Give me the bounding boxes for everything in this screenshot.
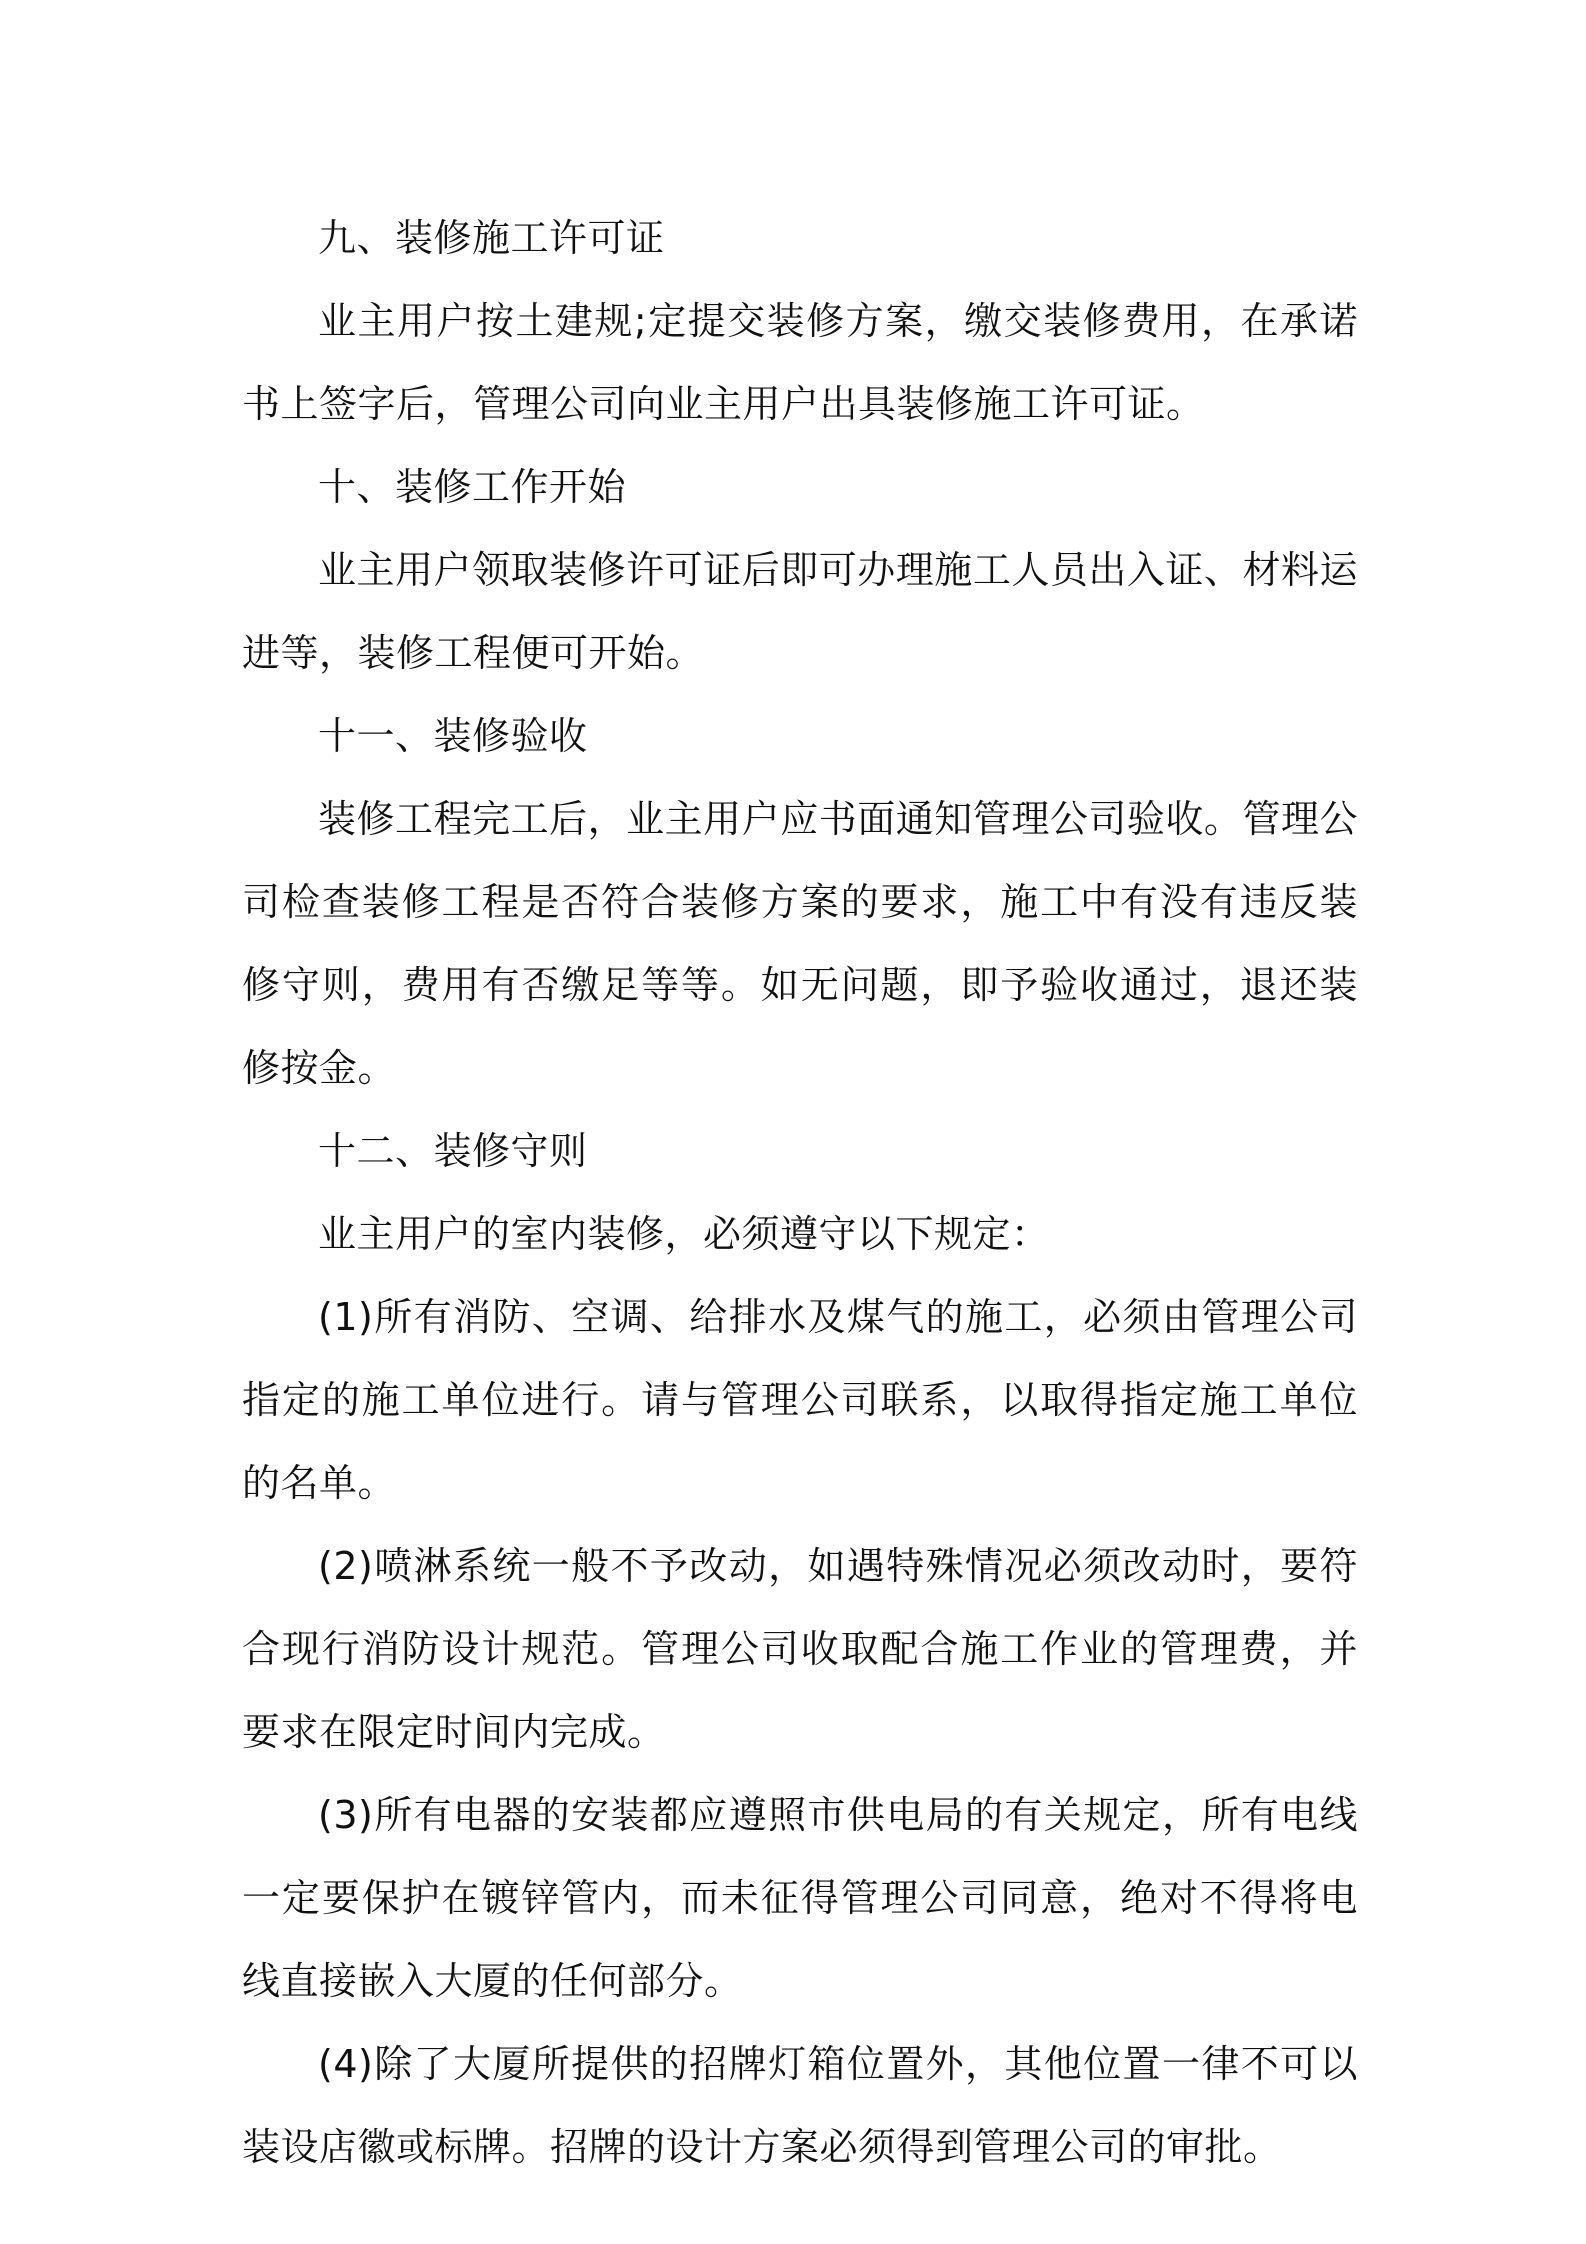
rule-item-2: (2)喷淋系统一般不予改动，如遇特殊情况必须改动时，要符合现行消防设计规范。管理公司收取配合施工作业的管理费，并要求在限定时间内完成。 [242, 1544, 1358, 1754]
section-heading-12: 十二、装修守则 [318, 1129, 588, 1173]
document-body [242, 197, 1358, 2189]
rule-item-1: (1)所有消防、空调、给排水及煤气的施工，必须由管理公司指定的施工单位进行。请与管理公司联系，以取得指定施工单位的名单。 [242, 1295, 1358, 1505]
section-heading-11: 十一、装修验收 [318, 714, 588, 758]
rule-item-3: (3)所有电器的安装都应遵照市供电局的有关规定，所有电线一定要保护在镀锌管内，而未征得管理公司同意，绝对不得将电线直接嵌入大厦的任何部分。 [242, 1793, 1358, 2003]
rule-item-4: (4)除了大厦所提供的招牌灯箱位置外，其他位置一律不可以装设店徽或标牌。招牌的设计方案必须得到管理公司的审批。 [242, 2042, 1358, 2169]
section-12-intro: 业主用户的室内装修，必须遵守以下规定： [318, 1212, 1050, 1256]
section-10-paragraph-1: 业主用户领取装修许可证后即可办理施工人员出入证、材料运进等，装修工程便可开始。 [242, 548, 1358, 675]
section-heading-9: 九、装修施工许可证 [318, 216, 665, 260]
section-11-paragraph-1: 装修工程完工后，业主用户应书面通知管理公司验收。管理公司检查装修工程是否符合装修方案的要求，施工中有没有违反装修守则，费用有否缴足等等。如无问题，即予验收通过，退还装修按金。 [242, 797, 1358, 1090]
section-heading-10: 十、装修工作开始 [318, 465, 627, 509]
section-9-paragraph-1: 业主用户按土建规;定提交装修方案，缴交装修费用，在承诺书上签字后，管理公司向业主用户出具装修施工许可证。 [242, 299, 1358, 426]
